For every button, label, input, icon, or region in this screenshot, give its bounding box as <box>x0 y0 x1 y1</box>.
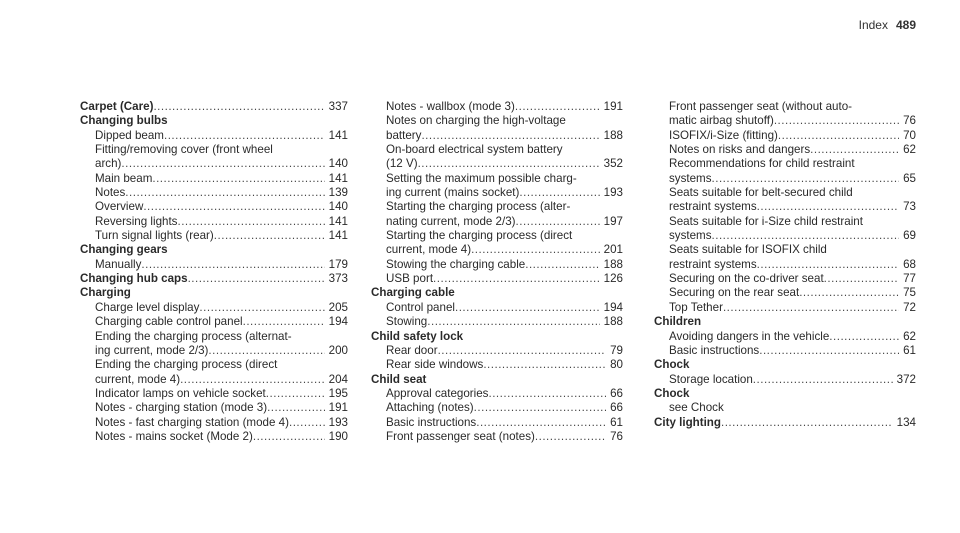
page-reference: 201 <box>603 243 623 257</box>
page-reference: 61 <box>610 415 623 429</box>
entry-text: Recommendations for child restraint <box>669 157 855 171</box>
index-entry <box>80 401 348 415</box>
entry-text: current, mode 4) <box>95 372 181 386</box>
dot-leader <box>199 301 324 315</box>
page-reference: 69 <box>903 229 916 243</box>
entry-text: Changing gears <box>80 243 168 257</box>
index-entry <box>654 272 916 286</box>
entry-text: ing current, mode 2/3) <box>95 343 209 357</box>
entry-text: Notes - fast charging station (mode 4) <box>95 415 289 429</box>
entry-text: (12 V) <box>386 157 418 171</box>
index-entry <box>654 157 916 171</box>
dot-leader <box>418 157 600 171</box>
index-entry <box>80 373 348 387</box>
index-entry <box>371 358 623 372</box>
dot-leader <box>141 258 324 272</box>
index-entry <box>654 129 916 143</box>
entry-text: Reversing lights <box>95 214 178 228</box>
page-reference: 191 <box>328 401 348 415</box>
entry-text: Seats suitable for belt-secured child <box>669 186 853 200</box>
dot-leader <box>759 344 899 358</box>
index-entry <box>371 129 623 143</box>
dot-leader <box>483 358 606 372</box>
entry-text: City lighting <box>654 415 721 429</box>
entry-text: Securing on the co-driver seat <box>669 272 824 286</box>
dot-leader <box>267 401 325 415</box>
entry-text: Rear door <box>386 343 438 357</box>
index-entry <box>80 430 348 444</box>
index-entry <box>654 172 916 186</box>
entry-text: Manually <box>95 257 142 271</box>
index-entry <box>654 186 916 200</box>
index-column-2 <box>371 100 623 444</box>
index-entry <box>371 387 623 401</box>
dot-leader <box>421 129 599 143</box>
dot-leader <box>266 387 325 401</box>
dot-leader <box>153 100 324 114</box>
index-heading <box>80 114 348 128</box>
page-reference: 134 <box>896 415 916 429</box>
index-entry <box>80 186 348 200</box>
page-reference: 197 <box>603 214 623 228</box>
index-entry <box>654 200 916 214</box>
page-reference: 188 <box>603 315 623 329</box>
index-entry <box>371 315 623 329</box>
entry-text: Child seat <box>371 372 427 386</box>
dot-leader <box>525 258 599 272</box>
dot-leader <box>721 416 893 430</box>
page-reference: 140 <box>328 200 348 214</box>
index-heading <box>80 243 348 257</box>
entry-text: Rear side windows <box>386 358 484 372</box>
entry-text: Avoiding dangers in the vehicle <box>669 329 830 343</box>
index-entry <box>371 215 623 229</box>
index-heading <box>654 416 916 430</box>
index-entry <box>654 373 916 387</box>
index-entry <box>371 186 623 200</box>
entry-text: Stowing the charging cable <box>386 257 526 271</box>
page-reference: 76 <box>903 114 916 128</box>
dot-leader <box>476 416 606 430</box>
index-heading <box>654 387 916 401</box>
dot-leader <box>723 301 899 315</box>
page-reference: 66 <box>610 401 623 415</box>
page-reference: 194 <box>328 315 348 329</box>
entry-text: Children <box>654 315 702 329</box>
entry-text: Indicator lamps on vehicle socket <box>95 386 266 400</box>
index-entry <box>80 315 348 329</box>
dot-leader <box>515 100 600 114</box>
entry-text: Seats suitable for i-Size child restraint <box>669 214 863 228</box>
page-reference: 68 <box>903 257 916 271</box>
dot-leader <box>289 416 325 430</box>
page-header <box>859 18 916 32</box>
entry-text: Main beam <box>95 171 153 185</box>
dot-leader <box>188 272 325 286</box>
index-entry <box>371 416 623 430</box>
index-entry <box>80 129 348 143</box>
index-entry <box>371 401 623 415</box>
entry-text: Turn signal lights (rear) <box>95 229 214 243</box>
entry-text: Starting the charging process (direct <box>386 229 573 243</box>
dot-leader <box>152 172 324 186</box>
index-heading <box>371 286 623 300</box>
page-reference: 141 <box>328 229 348 243</box>
entry-text: Carpet (Care) <box>80 100 154 113</box>
index-entry <box>371 344 623 358</box>
dot-leader <box>516 215 600 229</box>
index-entry <box>80 301 348 315</box>
page-reference: 337 <box>328 100 348 113</box>
entry-text: Dipped beam <box>95 128 164 142</box>
index-entry <box>371 100 623 114</box>
index-entry <box>80 157 348 171</box>
page-reference: 200 <box>328 343 348 357</box>
page-reference: 62 <box>903 143 916 157</box>
entry-text: On-board electrical system battery <box>386 143 563 157</box>
dot-leader <box>753 373 893 387</box>
index-entry <box>371 430 623 444</box>
page-reference: 140 <box>328 157 348 171</box>
index-entry <box>80 416 348 430</box>
page-reference: 205 <box>328 300 348 314</box>
index-entry <box>654 344 916 358</box>
page-reference: 70 <box>903 128 916 142</box>
page-reference: 141 <box>328 128 348 142</box>
page-reference: 62 <box>903 329 916 343</box>
entry-text: Chock <box>654 386 690 400</box>
dot-leader <box>243 315 325 329</box>
index-entry <box>654 229 916 243</box>
index-entry <box>371 200 623 214</box>
entry-text: Chock <box>654 358 690 372</box>
page-reference: 188 <box>603 257 623 271</box>
entry-text: matic airbag shutoff) <box>669 114 774 128</box>
entry-text: systems <box>669 171 712 185</box>
entry-text: Overview <box>95 200 144 214</box>
index-heading <box>371 373 623 387</box>
page-reference: 204 <box>328 372 348 386</box>
entry-text: Setting the maximum possible charg- <box>386 171 577 185</box>
index-entry <box>371 258 623 272</box>
entry-text: Notes - charging station (mode 3) <box>95 401 268 415</box>
page-reference: 141 <box>328 214 348 228</box>
index-heading <box>80 100 348 114</box>
index-entry <box>371 301 623 315</box>
dot-leader <box>488 387 606 401</box>
page-reference: 179 <box>328 257 348 271</box>
entry-text: USB port <box>386 272 434 286</box>
dot-leader <box>455 301 600 315</box>
dot-leader <box>519 186 599 200</box>
page-reference: 141 <box>328 171 348 185</box>
dot-leader <box>712 172 900 186</box>
index-entry <box>80 258 348 272</box>
index-entry <box>80 344 348 358</box>
page-reference: 193 <box>603 186 623 200</box>
page-reference: 76 <box>610 429 623 443</box>
index-entry <box>371 243 623 257</box>
index-entry <box>371 272 623 286</box>
dot-leader <box>810 143 899 157</box>
index-entry <box>654 401 916 415</box>
page-reference: 79 <box>610 343 623 357</box>
page-reference: 75 <box>903 286 916 300</box>
dot-leader <box>433 272 600 286</box>
dot-leader <box>799 286 899 300</box>
dot-leader <box>177 215 324 229</box>
dot-leader <box>180 373 325 387</box>
index-entry <box>371 157 623 171</box>
dot-leader <box>829 330 899 344</box>
dot-leader <box>824 272 899 286</box>
entry-text: Basic instructions <box>386 415 477 429</box>
page-reference: 373 <box>328 272 348 286</box>
dot-leader <box>125 186 324 200</box>
page-reference: 80 <box>610 358 623 372</box>
index-entry <box>654 330 916 344</box>
index-entry <box>654 301 916 315</box>
dot-leader <box>471 243 600 257</box>
page-reference: 194 <box>603 300 623 314</box>
dot-leader <box>164 129 325 143</box>
entry-text: Charge level display <box>95 300 200 314</box>
dot-leader <box>208 344 324 358</box>
entry-text: Notes - mains socket (Mode 2) <box>95 429 253 443</box>
index-heading <box>371 330 623 344</box>
entry-text: Control panel <box>386 300 455 314</box>
entry-text: Ending the charging process (alternat- <box>95 329 292 343</box>
entry-text: Approval categories <box>386 386 489 400</box>
dot-leader <box>143 200 324 214</box>
entry-text: Charging cable <box>371 286 455 300</box>
entry-text: Child safety lock <box>371 329 464 343</box>
page-reference: 66 <box>610 386 623 400</box>
entry-text: ISOFIX/i-Size (fitting) <box>669 128 778 142</box>
index-entry <box>80 172 348 186</box>
entry-text: current, mode 4) <box>386 243 472 257</box>
entry-text: Changing hub caps <box>80 272 188 286</box>
index-entry <box>654 258 916 272</box>
entry-text: Changing bulbs <box>80 114 168 128</box>
index-entry <box>80 229 348 243</box>
entry-text: Starting the charging process (alter- <box>386 200 571 214</box>
page-reference: 139 <box>328 186 348 200</box>
index-entry <box>654 286 916 300</box>
entry-text: Stowing <box>386 315 428 329</box>
index-entry <box>654 100 916 114</box>
entry-text: Front passenger seat (without auto- <box>669 100 853 113</box>
index-entry <box>80 330 348 344</box>
entry-text: battery <box>386 128 422 142</box>
page-reference: 73 <box>903 200 916 214</box>
entry-text: arch) <box>95 157 122 171</box>
index-entry <box>80 215 348 229</box>
entry-text: restraint systems <box>669 257 757 271</box>
page-reference: 372 <box>896 372 916 386</box>
dot-leader <box>757 200 899 214</box>
page-reference: 77 <box>903 272 916 286</box>
entry-text: Charging <box>80 286 131 300</box>
page-reference: 191 <box>603 100 623 113</box>
entry-text: Attaching (notes) <box>386 401 474 415</box>
entry-text: nating current, mode 2/3) <box>386 214 516 228</box>
dot-leader <box>774 114 899 128</box>
page-reference: 61 <box>903 343 916 357</box>
entry-text: Charging cable control panel <box>95 315 243 329</box>
page-reference: 188 <box>603 128 623 142</box>
dot-leader <box>438 344 607 358</box>
index-entry <box>371 229 623 243</box>
index-entry <box>654 114 916 128</box>
entry-text: Top Tether <box>669 300 723 314</box>
page-reference: 352 <box>603 157 623 171</box>
index-heading <box>80 286 348 300</box>
index-entry <box>80 387 348 401</box>
dot-leader <box>214 229 325 243</box>
entry-text: Notes on charging the high-voltage <box>386 114 566 128</box>
index-column-3 <box>654 100 916 430</box>
page-reference: 72 <box>903 300 916 314</box>
dot-leader <box>712 229 900 243</box>
index-entry <box>80 358 348 372</box>
page-reference: 126 <box>603 272 623 286</box>
page-reference: 195 <box>328 386 348 400</box>
entry-text: Notes <box>95 186 126 200</box>
dot-leader <box>121 157 324 171</box>
index-entry <box>654 143 916 157</box>
entry-text: ing current (mains socket) <box>386 186 520 200</box>
page-reference: 193 <box>328 415 348 429</box>
dot-leader <box>427 315 599 329</box>
index-column-1 <box>80 100 348 444</box>
page-reference: 190 <box>328 429 348 443</box>
index-entry <box>371 114 623 128</box>
dot-leader <box>757 258 899 272</box>
page-reference: 65 <box>903 171 916 185</box>
index-entry <box>371 143 623 157</box>
entry-text: Notes - wallbox (mode 3) <box>386 100 515 113</box>
entry-text: Front passenger seat (notes) <box>386 429 535 443</box>
index-entry <box>80 200 348 214</box>
index-heading <box>654 315 916 329</box>
index-entry <box>654 243 916 257</box>
entry-text: Fitting/removing cover (front wheel <box>95 143 273 157</box>
entry-text: Ending the charging process (direct <box>95 358 278 372</box>
dot-leader <box>474 401 606 415</box>
entry-text: Seats suitable for ISOFIX child <box>669 243 827 257</box>
index-entry <box>80 143 348 157</box>
dot-leader <box>535 430 606 444</box>
index-entry <box>654 215 916 229</box>
dot-leader <box>778 129 899 143</box>
entry-text: restraint systems <box>669 200 757 214</box>
entry-text: Notes on risks and dangers <box>669 143 811 157</box>
page-number: 489 <box>895 18 916 32</box>
index-heading <box>80 272 348 286</box>
entry-text: see Chock <box>669 401 724 415</box>
entry-text: Securing on the rear seat <box>669 286 800 300</box>
index-heading <box>654 358 916 372</box>
index-entry <box>371 172 623 186</box>
entry-text: Basic instructions <box>669 343 760 357</box>
entry-text: systems <box>669 229 712 243</box>
dot-leader <box>253 430 325 444</box>
section-title: Index <box>858 18 888 32</box>
entry-text: Storage location <box>669 372 753 386</box>
